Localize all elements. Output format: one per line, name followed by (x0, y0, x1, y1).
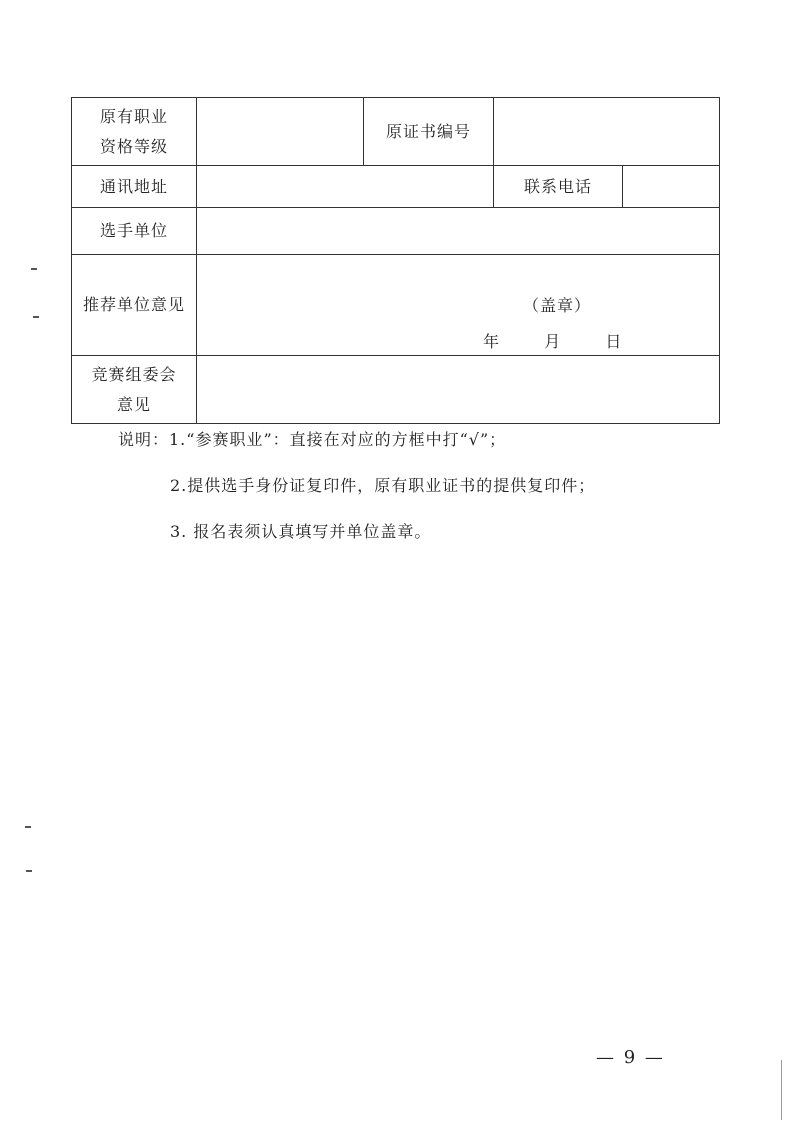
scan-mark (26, 870, 32, 872)
phone-label: 联系电话 (494, 166, 623, 208)
original-cert-number-label: 原证书编号 (364, 98, 494, 166)
address-field[interactable] (197, 166, 494, 208)
contestant-unit-field[interactable] (197, 208, 720, 255)
address-label: 通讯地址 (72, 166, 197, 208)
note-line-2: 2.提供选手身份证复印件，原有职业证书的提供复印件； (170, 476, 596, 495)
original-qualification-label (72, 98, 197, 166)
committee-opinion-label (72, 356, 197, 424)
registration-form-table (71, 97, 720, 424)
scan-mark (31, 268, 37, 270)
note-line-1: 说明：1.“参赛职业”：直接在对应的方框中打“√”； (118, 430, 507, 449)
committee-opinion-field[interactable] (197, 356, 720, 424)
committee-opinion-label-line2: 意见 (116, 394, 151, 414)
original-qualification-field[interactable] (197, 98, 364, 166)
stamp-text: （盖章） (523, 296, 592, 315)
committee-opinion-label-line1: 竞赛组委会 (91, 364, 177, 384)
month-label: 月 (544, 332, 562, 351)
scan-mark (25, 826, 31, 828)
original-cert-number-field[interactable] (494, 98, 720, 166)
scan-mark (33, 316, 39, 318)
year-label: 年 (483, 332, 501, 351)
contestant-unit-label: 选手单位 (72, 208, 197, 255)
page-number: — 9 — (596, 1047, 665, 1068)
scan-edge-line (781, 1060, 782, 1120)
note-line-3: 3. 报名表须认真填写并单位盖章。 (170, 522, 432, 541)
day-label: 日 (605, 332, 623, 351)
phone-field[interactable] (623, 166, 720, 208)
recommend-unit-field[interactable] (197, 255, 720, 356)
date-line (483, 327, 622, 357)
recommend-unit-label: 推荐单位意见 (72, 255, 197, 356)
original-qualification-label-line1: 原有职业 (99, 106, 168, 126)
original-qualification-label-line2: 资格等级 (99, 136, 168, 156)
